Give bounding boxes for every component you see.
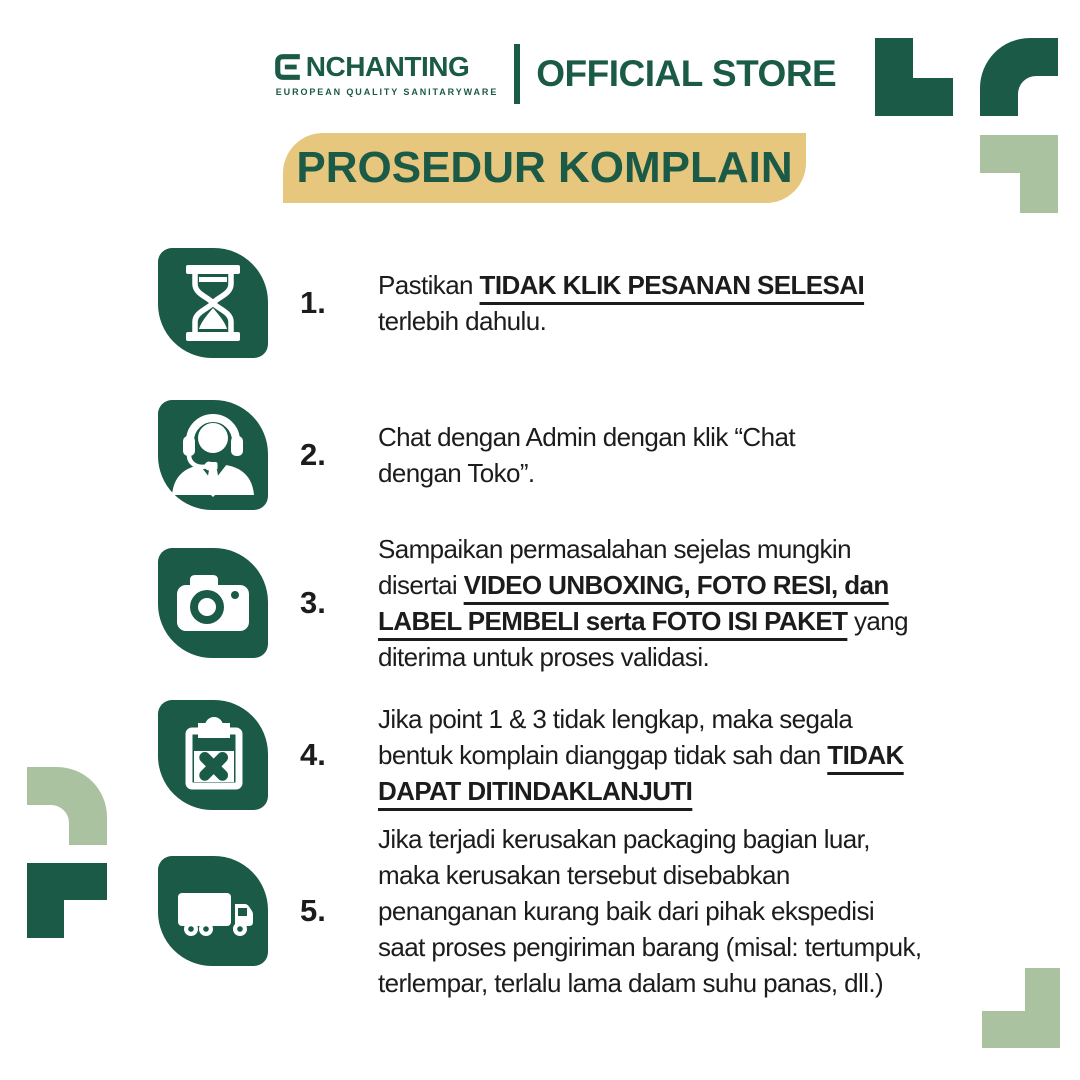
brand-tagline: EUROPEAN QUALITY SANITARYWARE [275, 87, 499, 97]
step-item-5 [158, 824, 922, 998]
step-icon-tile [158, 856, 268, 966]
truck-icon [158, 856, 268, 966]
step-item-1 [158, 248, 864, 358]
corner-elbow-decoration [980, 38, 1058, 116]
official-store-label: OFFICIAL STORE [536, 53, 837, 94]
clipboard-x-icon [158, 700, 268, 810]
step-text: Sampaikan permasalahan sejelas mungkin disertai VIDEO UNBOXING, FOTO RESI, dan LABEL PEMBELI serta FOTO ISI PAKET yang diterima untuk proses validasi. [378, 534, 908, 672]
step-number: 3. [300, 585, 326, 620]
logo-divider [514, 44, 520, 104]
step-icon-tile [158, 548, 268, 658]
brand-logo [244, 51, 498, 97]
corner-elbow-decoration [27, 767, 107, 845]
step-number: 5. [300, 893, 326, 928]
step-icon-tile [158, 400, 268, 510]
hourglass-icon [158, 248, 268, 358]
support-agent-icon [158, 400, 268, 510]
title-banner [283, 133, 806, 203]
brand-name: NCHANTING [305, 51, 470, 82]
step-text: Pastikan TIDAK KLIK PESANAN SELESAI terlebih dahulu. [378, 270, 865, 336]
step-text: Jika terjadi kerusakan packaging bagian luar, maka kerusakan tersebut disebabkan penanganan kurang baik dari pihak ekspedisi saat proses pengiriman barang (misal: tertumpuk, terlempar, terlalu lama dalam suhu panas, dll.) [378, 824, 922, 998]
step-icon-tile [158, 700, 268, 810]
step-icon-tile [158, 248, 268, 358]
corner-l-decoration [875, 38, 953, 116]
step-text: Jika point 1 & 3 tidak lengkap, maka segala bentuk komplain dianggap tidak sah dan TIDAK DAPAT DITINDAKLANJUTI [378, 704, 904, 806]
step-number: 1. [300, 285, 326, 320]
step-item-3 [158, 534, 908, 672]
enchanting-e-mark-icon [273, 52, 303, 82]
camera-icon [158, 548, 268, 658]
corner-gamma-decoration [27, 863, 107, 938]
step-number: 4. [300, 737, 326, 772]
step-item-2 [158, 400, 795, 510]
step-text: Chat dengan Admin dengan klik “Chat dengan Toko”. [378, 422, 795, 488]
page-title: PROSEDUR KOMPLAIN [296, 143, 793, 192]
step-item-4 [158, 700, 904, 810]
step-number: 2. [300, 437, 326, 472]
corner-l-decoration [982, 968, 1060, 1048]
corner-gamma-decoration [980, 135, 1058, 213]
